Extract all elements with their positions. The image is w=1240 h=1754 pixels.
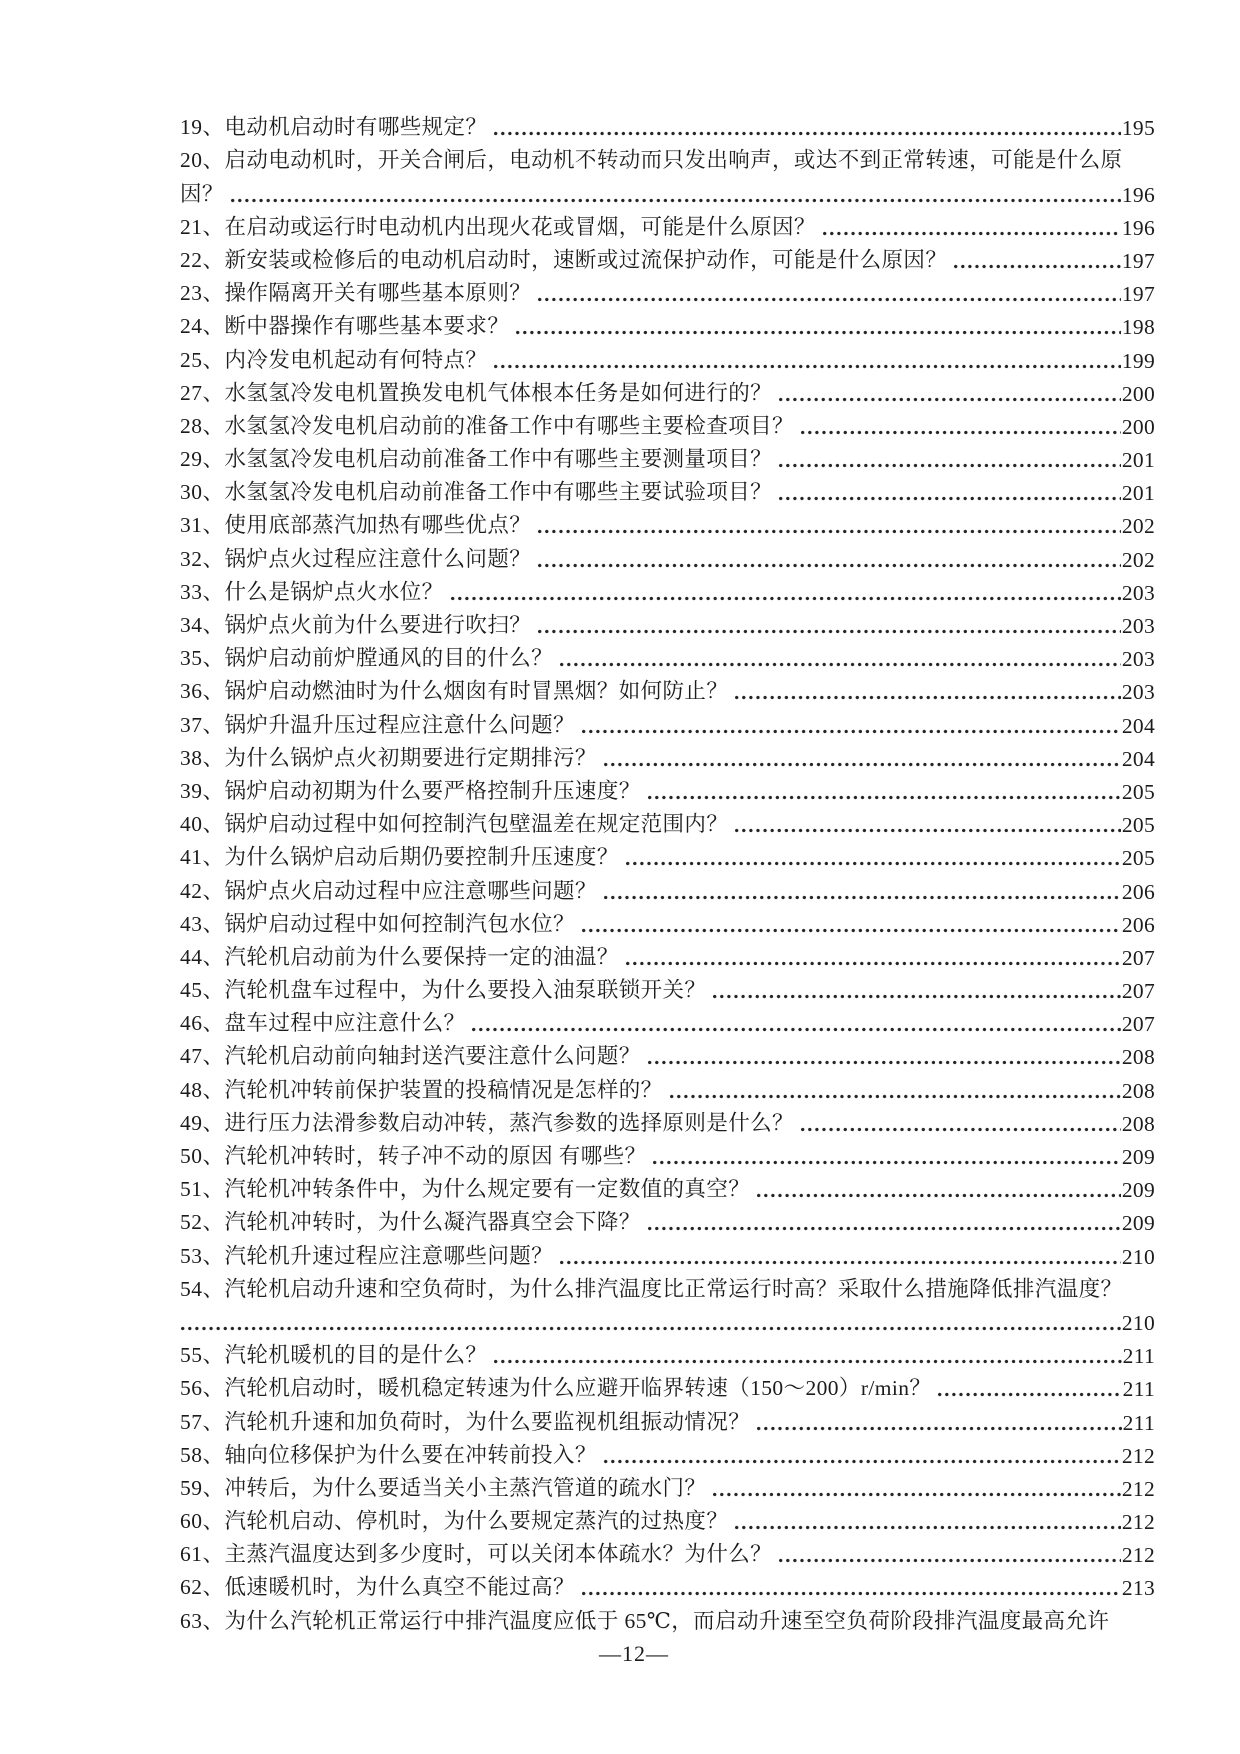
dot-leader: [648, 1060, 1121, 1065]
entry-page-number: 195: [1121, 116, 1155, 141]
entry-title: 水氢氢冷发电机启动前的准备工作中有哪些主要检查项目？: [224, 413, 794, 438]
entry-title: 主蒸汽温度达到多少度时，可以关闭本体疏水？为什么？: [224, 1542, 773, 1567]
toc-entry: [180, 573, 1155, 606]
entry-title: 锅炉点火启动过程中应注意哪些问题？: [224, 878, 597, 903]
toc-entry: [180, 871, 1155, 904]
entry-number: 55、: [180, 1343, 225, 1368]
entry-number: 45、: [180, 978, 225, 1003]
entry-number: 56、: [180, 1376, 225, 1401]
entry-title: 汽轮机升速和加负荷时，为什么要监视机组振动情况？: [224, 1409, 751, 1434]
toc-entry: [180, 672, 1155, 705]
entry-page-number: 205: [1121, 779, 1155, 804]
entry-title: 盘车过程中应注意什么？: [224, 1011, 466, 1036]
entry-title: 汽轮机启动前向轴封送汽要注意什么问题？: [224, 1044, 641, 1069]
dot-leader: [779, 1558, 1121, 1563]
toc-entry: [180, 274, 1155, 307]
entry-number: 51、: [180, 1177, 225, 1202]
entry-number: 29、: [180, 447, 225, 472]
toc-entry: [180, 108, 1155, 141]
dot-leader: [582, 928, 1121, 933]
entry-number: 52、: [180, 1210, 225, 1235]
entry-page-number: 206: [1121, 912, 1155, 937]
entry-number: 61、: [180, 1542, 225, 1567]
toc-entry: [180, 1236, 1155, 1269]
entry-number: 60、: [180, 1509, 225, 1534]
entry-number: 53、: [180, 1243, 225, 1268]
entry-page-number: 197: [1121, 248, 1155, 273]
entry-page-number: 209: [1121, 1145, 1155, 1169]
entry-title: 为什么汽轮机正常运行中排汽温度应低于 65℃，而启动升速至空负荷阶段排汽温度最高允许: [224, 1608, 1110, 1633]
entry-page-number: 206: [1121, 879, 1155, 904]
toc-entry: [180, 1469, 1155, 1502]
entry-page-number: 205: [1121, 846, 1155, 871]
entry-title: 汽轮机启动、停机时，为什么要规定蒸汽的过热度？: [224, 1509, 729, 1534]
entry-title: 什么是锅炉点火水位？: [224, 579, 444, 604]
entry-number: 41、: [180, 845, 225, 870]
toc-entry: [180, 340, 1155, 373]
entry-title: 锅炉启动初期为什么要严格控制升压速度？: [224, 778, 641, 803]
entry-title: 冲转后，为什么要适当关小主蒸汽管道的疏水门？: [224, 1475, 707, 1500]
entry-title: 锅炉升温升压过程应注意什么问题？: [224, 712, 575, 737]
entry-title: 汽轮机冲转时，转子冲不动的原因 有哪些？: [224, 1144, 647, 1168]
entry-title: 水氢氢冷发电机置换发电机气体根本任务是如何进行的？: [224, 380, 773, 405]
entry-title: 低速暖机时，为什么真空不能过高？: [224, 1575, 575, 1600]
entry-page-number: 203: [1121, 647, 1155, 672]
entry-page-number: 201: [1121, 448, 1155, 473]
entry-title: 汽轮机冲转条件中，为什么规定要有一定数值的真空？: [224, 1177, 751, 1202]
entry-page-number: 213: [1121, 1576, 1155, 1601]
entry-number: 28、: [180, 413, 225, 438]
entry-number: 49、: [180, 1110, 225, 1135]
entry-number: 58、: [180, 1442, 225, 1467]
dot-leader: [494, 364, 1121, 369]
dot-leader: [604, 895, 1121, 900]
entry-title: 在启动或运行时电动机内出现火花或冒烟，可能是什么原因？: [224, 214, 816, 239]
toc-entry: [180, 1369, 1155, 1402]
entry-number: 34、: [180, 613, 225, 637]
entry-page-number: 196: [1121, 215, 1155, 240]
toc-entry: [180, 1037, 1155, 1070]
entry-title: 锅炉启动燃油时为什么烟囱有时冒黑烟？如何防止？: [224, 679, 729, 704]
toc-entry: [180, 1336, 1155, 1369]
toc-entry: [180, 905, 1155, 938]
entry-title: 锅炉启动过程中如何控制汽包水位？: [224, 911, 575, 936]
entry-number: 30、: [180, 480, 225, 505]
toc-entry: [180, 705, 1155, 738]
entry-number: 22、: [180, 247, 225, 272]
entry-number: 57、: [180, 1409, 225, 1434]
entry-title: 锅炉点火前为什么要进行吹扫？: [224, 613, 532, 637]
toc-entry: [180, 506, 1155, 539]
toc-entry: [180, 1436, 1155, 1469]
dot-leader: [779, 496, 1121, 501]
entry-title: 使用底部蒸汽加热有哪些优点？: [224, 513, 532, 538]
toc-entry: [180, 307, 1155, 340]
entry-number: 47、: [180, 1044, 225, 1069]
toc-entry: [180, 241, 1155, 274]
toc-entry: [180, 440, 1155, 473]
dot-leader: [582, 729, 1121, 734]
entry-number: 46、: [180, 1011, 225, 1036]
entry-number: 25、: [180, 347, 225, 372]
entry-number: 20、: [180, 148, 225, 173]
entry-page-number: 203: [1121, 680, 1155, 705]
dot-leader: [938, 1392, 1121, 1397]
toc-entry: [180, 1502, 1155, 1535]
toc-entry: [180, 208, 1155, 241]
dot-leader: [648, 795, 1121, 800]
entry-page-number: 211: [1122, 1410, 1155, 1435]
entry-page-number: 208: [1121, 1078, 1155, 1103]
entry-page-number: 212: [1121, 1476, 1155, 1501]
entry-number: 43、: [180, 911, 225, 936]
toc-entry: [180, 971, 1155, 1004]
entry-title: 汽轮机启动前为什么要保持一定的油温？: [224, 944, 619, 969]
dot-leader: [604, 1459, 1121, 1464]
toc-entry: [180, 772, 1155, 805]
dot-leader: [735, 828, 1121, 833]
dot-leader: [582, 1591, 1121, 1596]
entry-number: 42、: [180, 878, 225, 903]
dot-leader: [560, 1260, 1121, 1265]
entry-number: 40、: [180, 812, 225, 837]
entry-page-number: 205: [1121, 813, 1155, 838]
entry-number: 27、: [180, 380, 225, 405]
dot-leader: [538, 629, 1121, 634]
dot-leader: [494, 131, 1121, 136]
entry-number: 63、: [180, 1608, 225, 1633]
dot-leader: [779, 463, 1121, 468]
entry-number: 39、: [180, 778, 225, 803]
dot-leader: [954, 264, 1121, 269]
entry-title: 汽轮机暖机的目的是什么？: [224, 1343, 488, 1368]
entry-title: 新安装或检修后的电动机启动时，速断或过流保护动作，可能是什么原因？: [224, 247, 948, 272]
toc-entry: [180, 1004, 1155, 1037]
entry-number: 19、: [180, 115, 225, 140]
entry-title: 操作隔离开关有哪些基本原则？: [224, 281, 532, 306]
dot-leader: [653, 1160, 1120, 1165]
toc-entry: [180, 1568, 1155, 1601]
entry-title: 汽轮机盘车过程中，为什么要投入油泵联锁开关？: [224, 978, 707, 1003]
entry-number: 54、: [180, 1276, 225, 1301]
toc-entry: [180, 141, 1155, 174]
toc-entry: [180, 1203, 1155, 1236]
entry-page-number: 204: [1121, 746, 1155, 771]
entry-title: 进行压力法滑参数启动冲转，蒸汽参数的选择原则是什么？: [224, 1110, 794, 1135]
entry-number: 37、: [180, 712, 225, 737]
toc-entry: [180, 606, 1155, 639]
dot-leader: [713, 994, 1121, 999]
dot-leader: [494, 1359, 1121, 1364]
dot-leader: [779, 397, 1121, 402]
entry-number: 23、: [180, 281, 225, 306]
dot-leader: [560, 662, 1121, 667]
dot-leader: [757, 1426, 1122, 1431]
entry-title: 因？: [180, 181, 224, 206]
entry-title: 为什么锅炉启动后期仍要控制升压速度？: [224, 845, 619, 870]
page-number-footer: —12—: [599, 1640, 669, 1666]
entry-page-number: 202: [1121, 514, 1155, 539]
entry-title: 汽轮机启动时，暖机稳定转速为什么应避开临界转速（150～200）r/min？: [224, 1376, 932, 1401]
toc-entry: [180, 1170, 1155, 1203]
entry-title: 启动电动机时，开关合闸后，电动机不转动而只发出响声，或达不到正常转速，可能是什么原: [224, 148, 1123, 173]
entry-title: 断中器操作有哪些基本要求？: [224, 314, 510, 339]
entry-page-number: 201: [1121, 481, 1155, 506]
dot-leader: [670, 1094, 1121, 1099]
entry-title: 锅炉点火过程应注意什么问题？: [224, 546, 532, 571]
toc-entry: [180, 473, 1155, 506]
entry-title: 内冷发电机起动有何特点？: [224, 347, 488, 372]
entry-number: 38、: [180, 745, 225, 770]
entry-number: 36、: [180, 679, 225, 704]
toc-entry: [180, 374, 1155, 407]
entry-page-number: 199: [1121, 348, 1155, 373]
dot-leader: [604, 762, 1121, 767]
dot-leader: [626, 961, 1121, 966]
entry-page-number: 207: [1121, 1012, 1155, 1037]
entry-page-number: 208: [1121, 1111, 1155, 1136]
dot-leader: [538, 297, 1121, 302]
toc-entry: [180, 539, 1155, 572]
entry-title: 汽轮机冲转前保护装置的投稿情况是怎样的？: [224, 1077, 663, 1102]
entry-page-number: 210: [1121, 1244, 1155, 1269]
toc-entry: [180, 1402, 1155, 1435]
entry-number: 48、: [180, 1077, 225, 1102]
entry-page-number: 203: [1121, 580, 1155, 605]
entry-page-number: 212: [1121, 1543, 1155, 1568]
entry-title: 为什么锅炉点火初期要进行定期排污？: [224, 745, 597, 770]
entry-page-number: 209: [1121, 1211, 1155, 1236]
entry-title: 水氢氢冷发电机启动前准备工作中有哪些主要试验项目？: [224, 480, 773, 505]
toc-entry: [180, 1535, 1155, 1568]
dot-leader: [735, 1525, 1121, 1530]
entry-page-number: 208: [1121, 1045, 1155, 1070]
entry-page-number: 211: [1122, 1344, 1155, 1369]
entry-title: 轴向位移保护为什么要在冲转前投入？: [224, 1442, 597, 1467]
toc-entry: [180, 1303, 1155, 1336]
dot-leader: [538, 563, 1121, 568]
entry-page-number: 204: [1121, 713, 1155, 738]
entry-number: 59、: [180, 1475, 225, 1500]
dot-leader: [451, 596, 1121, 601]
entry-page-number: 211: [1122, 1377, 1155, 1402]
dot-leader: [181, 1326, 1121, 1331]
entry-number: 21、: [180, 214, 225, 239]
entry-page-number: 209: [1121, 1178, 1155, 1203]
entry-title: 汽轮机启动升速和空负荷时，为什么排汽温度比正常运行时高？采取什么措施降低排汽温度？: [224, 1276, 1123, 1301]
toc-entry: [180, 174, 1155, 207]
entry-number: 44、: [180, 944, 225, 969]
toc-entry: [180, 1104, 1155, 1137]
toc-entry: [180, 938, 1155, 971]
entry-number: 33、: [180, 579, 225, 604]
entry-page-number: 196: [1121, 182, 1155, 207]
toc-entry: [180, 805, 1155, 838]
toc-entry: [180, 739, 1155, 772]
toc-entry: [180, 1270, 1155, 1303]
entry-page-number: 200: [1121, 414, 1155, 439]
entry-number: 62、: [180, 1575, 225, 1600]
toc-entry: [180, 1601, 1155, 1634]
entry-number: 32、: [180, 546, 225, 571]
dot-leader: [735, 695, 1121, 700]
dot-leader: [801, 430, 1121, 435]
entry-title: 锅炉启动过程中如何控制汽包壁温差在规定范围内？: [224, 812, 729, 837]
entry-page-number: 198: [1121, 315, 1155, 340]
entry-number: 24、: [180, 314, 225, 339]
entry-title: 电动机启动时有哪些规定？: [224, 115, 488, 140]
entry-title: 汽轮机冲转时，为什么凝汽器真空会下降？: [224, 1210, 641, 1235]
toc-entry: [180, 1137, 1155, 1170]
entry-page-number: 207: [1121, 979, 1155, 1004]
dot-leader: [516, 330, 1121, 335]
dot-leader: [472, 1027, 1120, 1032]
entry-title: 锅炉启动前炉膛通风的目的什么？: [224, 646, 554, 671]
entry-page-number: 202: [1121, 547, 1155, 572]
entry-page-number: 212: [1121, 1510, 1155, 1535]
dot-leader: [231, 198, 1121, 203]
dot-leader: [823, 231, 1121, 236]
dot-leader: [757, 1193, 1121, 1198]
dot-leader: [538, 529, 1121, 534]
entry-number: 50、: [180, 1144, 225, 1168]
entry-page-number: 200: [1121, 381, 1155, 406]
toc-entry: [180, 1070, 1155, 1103]
entry-number: 35、: [180, 646, 225, 671]
entry-page-number: 212: [1121, 1443, 1155, 1468]
entry-page-number: 197: [1121, 282, 1155, 307]
toc-entry: [180, 639, 1155, 672]
entry-number: 31、: [180, 513, 225, 538]
entry-title: 水氢氢冷发电机启动前准备工作中有哪些主要测量项目？: [224, 447, 773, 472]
entry-page-number: 203: [1121, 614, 1155, 638]
entry-page-number: 210: [1121, 1310, 1155, 1335]
dot-leader: [713, 1492, 1121, 1497]
entry-page-number: 207: [1121, 945, 1155, 970]
dot-leader: [648, 1226, 1121, 1231]
entry-title: 汽轮机升速过程应注意哪些问题？: [224, 1243, 554, 1268]
toc-entry: [180, 838, 1155, 871]
dot-leader: [801, 1127, 1121, 1132]
dot-leader: [626, 861, 1121, 866]
toc-entry: [180, 407, 1155, 440]
